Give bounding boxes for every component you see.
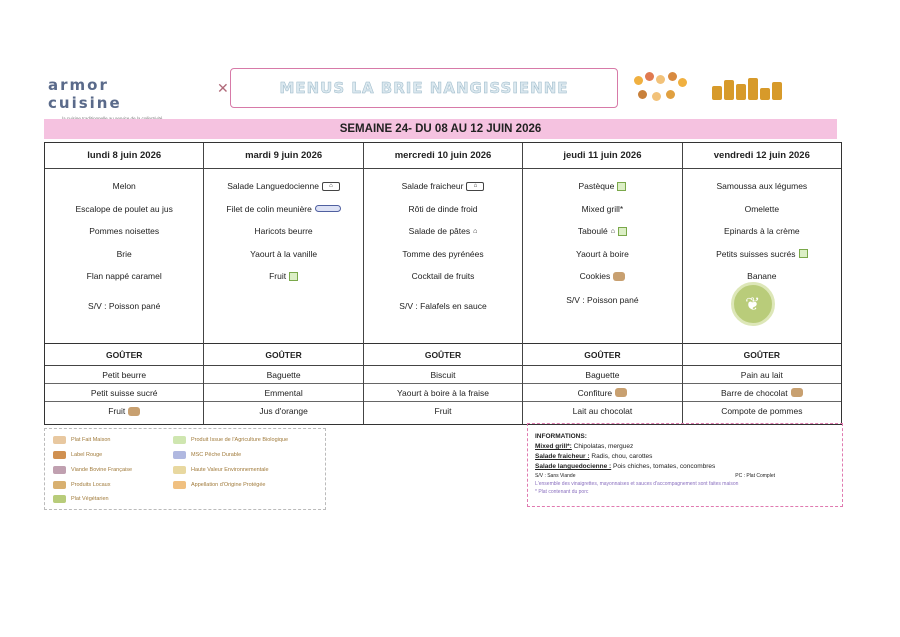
dish: Cookies	[523, 265, 681, 288]
homemade-icon: ⌂	[322, 182, 340, 191]
day-column	[204, 143, 363, 424]
lunch-dishes	[683, 169, 841, 344]
homemade-icon: ⌂	[466, 182, 484, 191]
day-header: jeudi 11 juin 2026	[523, 143, 681, 169]
day-column	[523, 143, 682, 424]
dish: Banane	[747, 271, 777, 282]
menu-title: MENUS LA BRIE NANGISSIENNE	[279, 79, 569, 97]
snack-header: GOÛTER	[45, 344, 203, 366]
dish: Melon	[112, 181, 136, 192]
info-line: Salade languedocienne : Pois chiches, tomates, concombres	[535, 463, 716, 470]
local-product-icon	[613, 272, 625, 281]
label-rouge-icon	[53, 451, 66, 459]
brand-logo-icon	[712, 76, 784, 100]
organic-icon	[289, 272, 298, 281]
pin-icon: ✕	[217, 80, 229, 96]
snack-item: Confiture	[523, 384, 681, 402]
dish: Pommes noisettes	[89, 226, 160, 237]
legend-item: Plat Fait Maison	[53, 436, 110, 444]
day-header: mercredi 10 juin 2026	[364, 143, 522, 169]
snack-item: Barre de chocolat	[683, 384, 841, 402]
local-product-icon	[791, 388, 803, 397]
info-sauce-note: L'ensemble des vinaigrettes, mayonnaises et sauces d'accompagnement sont faites maison	[535, 481, 739, 487]
dish: Tomme des pyrénées	[402, 248, 484, 259]
vegetarian-alternative: S/V : Poisson pané	[88, 301, 161, 311]
week-banner: SEMAINE 24- DU 08 AU 12 JUIN 2026	[44, 119, 837, 139]
organic-icon	[173, 436, 186, 444]
snack-item: Petit suisse sucré	[45, 384, 203, 402]
day-column	[364, 143, 523, 424]
snack-item: Emmental	[204, 384, 362, 402]
homemade-icon: ⌂	[473, 227, 478, 235]
homemade-icon: ⌂	[610, 227, 615, 235]
dish: Omelette	[744, 203, 780, 214]
logo-name: armor cuisine	[48, 76, 122, 112]
day-header: mardi 9 juin 2026	[204, 143, 362, 169]
aop-icon	[173, 481, 186, 489]
organic-icon	[617, 182, 626, 191]
information-box	[527, 423, 843, 507]
dish: Salade Languedocienne ⌂	[204, 175, 362, 198]
day-header: vendredi 12 juin 2026	[683, 143, 841, 169]
dish: Haricots beurre	[254, 226, 313, 237]
snack-header: GOÛTER	[523, 344, 681, 366]
dish: Cocktail de fruits	[411, 271, 475, 282]
dish: Salade fraicheur ⌂	[364, 175, 522, 198]
snack-item: Baguette	[204, 366, 362, 384]
dish: Pastèque	[523, 175, 681, 198]
dish: Fruit	[204, 265, 362, 288]
snack-item: Lait au chocolat	[572, 406, 633, 416]
lunch-dishes	[45, 169, 203, 344]
snack-item: Fruit	[434, 406, 452, 416]
dish: Yaourt à la vanille	[250, 248, 318, 259]
french-beef-icon	[53, 466, 66, 474]
snack-item: Fruit	[45, 402, 203, 420]
dish: Taboulé ⌂	[523, 220, 681, 243]
dish: Salade de pâtes ⌂	[408, 226, 478, 237]
legend-item: Produits Locaux	[53, 481, 110, 489]
lunch-dishes	[364, 169, 522, 344]
snack-header: GOÛTER	[683, 344, 841, 366]
snack-item: Petit beurre	[45, 366, 203, 384]
day-header: lundi 8 juin 2026	[45, 143, 203, 169]
legend-item: MSC Pêche Durable	[173, 451, 241, 459]
dish: Petits suisses sucrés	[683, 243, 841, 266]
dish: Escalope de poulet au jus	[75, 203, 173, 214]
hve-icon	[173, 466, 186, 474]
local-product-icon	[615, 388, 627, 397]
lunch-dishes	[204, 169, 362, 344]
legend-item: Appellation d'Origine Protégée	[173, 481, 265, 489]
legend-item: Viande Bovine Française	[53, 466, 132, 474]
snack-item: Baguette	[523, 366, 681, 384]
day-column	[45, 143, 204, 424]
info-line: Mixed grill*: Chipolatas, merguez	[535, 443, 634, 450]
legend-item: Haute Valeur Environnementale	[173, 466, 269, 474]
vegetarian-day-icon: ❦	[731, 282, 775, 326]
weekly-menu-table	[44, 142, 842, 425]
local-product-icon	[53, 481, 66, 489]
info-pork-note: * Plat contenant du porc	[535, 489, 589, 495]
legend-item: Label Rouge	[53, 451, 102, 459]
children-illustration-icon	[632, 72, 688, 106]
msc-fish-icon	[173, 451, 186, 459]
snack-item: Yaourt à boire à la fraise	[364, 384, 522, 402]
dish: Mixed grill*	[581, 203, 624, 214]
vegetarian-alternative: S/V : Falafels en sauce	[399, 301, 487, 311]
armor-cuisine-logo	[48, 76, 188, 121]
dish: Yaourt à boire	[576, 248, 629, 259]
dish: Filet de colin meunière	[204, 198, 362, 221]
snack-header: GOÛTER	[364, 344, 522, 366]
dish: Flan nappé caramel	[86, 271, 162, 282]
label-legend	[44, 428, 326, 510]
info-line: Salade fraicheur : Radis, chou, carottes	[535, 453, 653, 460]
snack-item: Jus d'orange	[259, 406, 308, 416]
snack-item: Biscuit	[364, 366, 522, 384]
msc-fish-icon	[315, 205, 341, 212]
legend-item: Produit Issue de l'Agriculture Biologique	[173, 436, 288, 444]
vegetarian-alternative: S/V : Poisson pané	[566, 295, 639, 305]
info-title: INFORMATIONS:	[535, 433, 587, 440]
organic-icon	[618, 227, 627, 236]
dish: Samoussa aux légumes	[716, 181, 808, 192]
dish: Brie	[116, 248, 132, 259]
snack-item: Compote de pommes	[721, 406, 803, 416]
dish: Epinards à la crème	[724, 226, 800, 237]
lunch-dishes	[523, 169, 681, 344]
info-abbreviations: S/V : Sans Viande PC : Plat Complet	[535, 473, 775, 479]
organic-icon	[799, 249, 808, 258]
homemade-icon	[53, 436, 66, 444]
legend-item: Plat Végétarien	[53, 495, 109, 503]
snack-item: Pain au lait	[683, 366, 841, 384]
menu-title-box	[230, 68, 618, 108]
day-column	[683, 143, 841, 424]
vegetarian-icon	[53, 495, 66, 503]
dish: Rôti de dinde froid	[408, 203, 478, 214]
snack-header: GOÛTER	[204, 344, 362, 366]
local-product-icon	[128, 407, 140, 416]
